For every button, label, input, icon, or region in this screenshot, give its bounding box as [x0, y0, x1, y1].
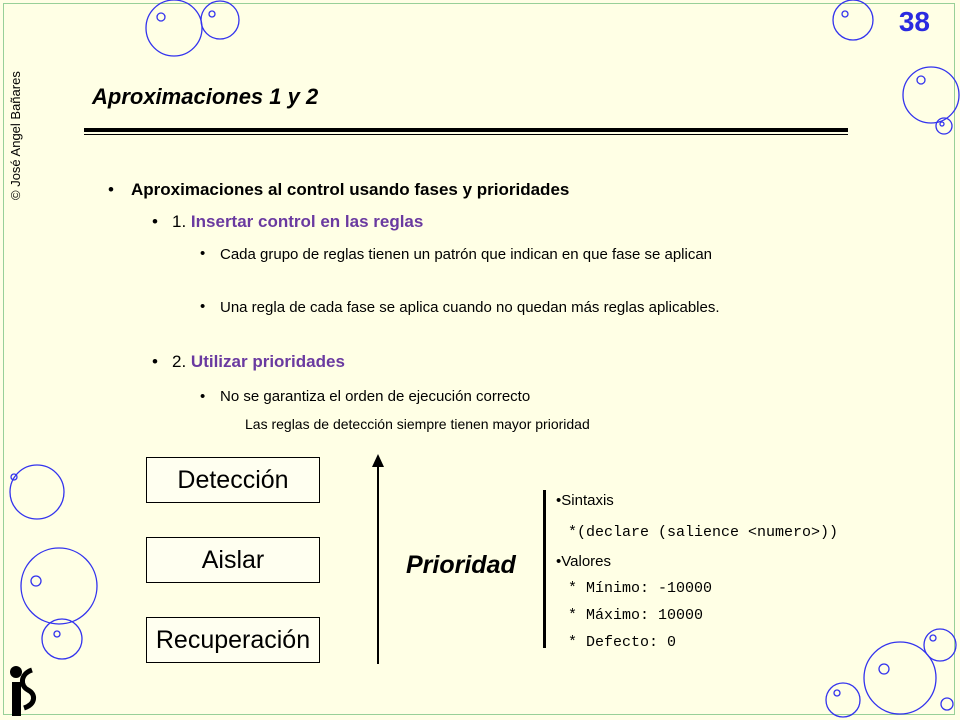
item1-heading — [172, 212, 423, 232]
syntax-header: •Sintaxis — [556, 492, 614, 509]
title-rule — [84, 128, 848, 132]
item2-sub1: No se garantiza el orden de ejecución correcto — [220, 388, 531, 405]
item1-sub1: Cada grupo de reglas tienen un patrón que indican en que fase se aplican — [220, 246, 713, 263]
syntax-code: *(declare (salience <numero>)) — [568, 524, 839, 541]
box-aislar: Aislar — [146, 537, 320, 583]
priority-arrow-icon — [368, 452, 388, 666]
value-default: * Defecto: 0 — [568, 634, 677, 651]
box-recuperacion: Recuperación — [146, 617, 320, 663]
box-deteccion: Detección — [146, 457, 320, 503]
bullet-dot: • — [108, 180, 114, 199]
item2-heading — [172, 352, 345, 372]
bullet-dot: • — [200, 298, 206, 315]
bullet-dot: • — [152, 352, 158, 371]
item1-label: Insertar control en las reglas — [190, 212, 424, 231]
bullet-dot: • — [200, 388, 206, 405]
value-max: * Máximo: 10000 — [568, 607, 704, 624]
is-logo-icon — [2, 660, 42, 718]
item1-sub2: Una regla de cada fase se aplica cuando no quedan más reglas aplicables. — [220, 299, 720, 316]
bullet-dot: • — [200, 245, 206, 262]
item2-note: Las reglas de detección siempre tienen mayor prioridad — [245, 416, 590, 432]
value-min: * Mínimo: -10000 — [568, 580, 713, 597]
values-header: •Valores — [556, 553, 612, 570]
priority-label: Prioridad — [406, 551, 516, 579]
slide-title: Aproximaciones 1 y 2 — [92, 84, 319, 109]
title-rule-thin — [84, 134, 848, 135]
main-bullet-text: Aproximaciones al control usando fases y prioridades — [131, 180, 570, 199]
bullet-dot: • — [152, 212, 158, 231]
item1-number: 1. — [172, 212, 187, 231]
values-header-text: Valores — [561, 553, 612, 570]
item2-label: Utilizar prioridades — [190, 352, 345, 371]
item2-number: 2. — [172, 352, 187, 371]
copyright-text: © José Angel Bañares — [8, 71, 23, 200]
syntax-divider — [543, 490, 546, 648]
page-number: 38 — [898, 6, 930, 37]
syntax-header-text: Sintaxis — [561, 492, 614, 509]
